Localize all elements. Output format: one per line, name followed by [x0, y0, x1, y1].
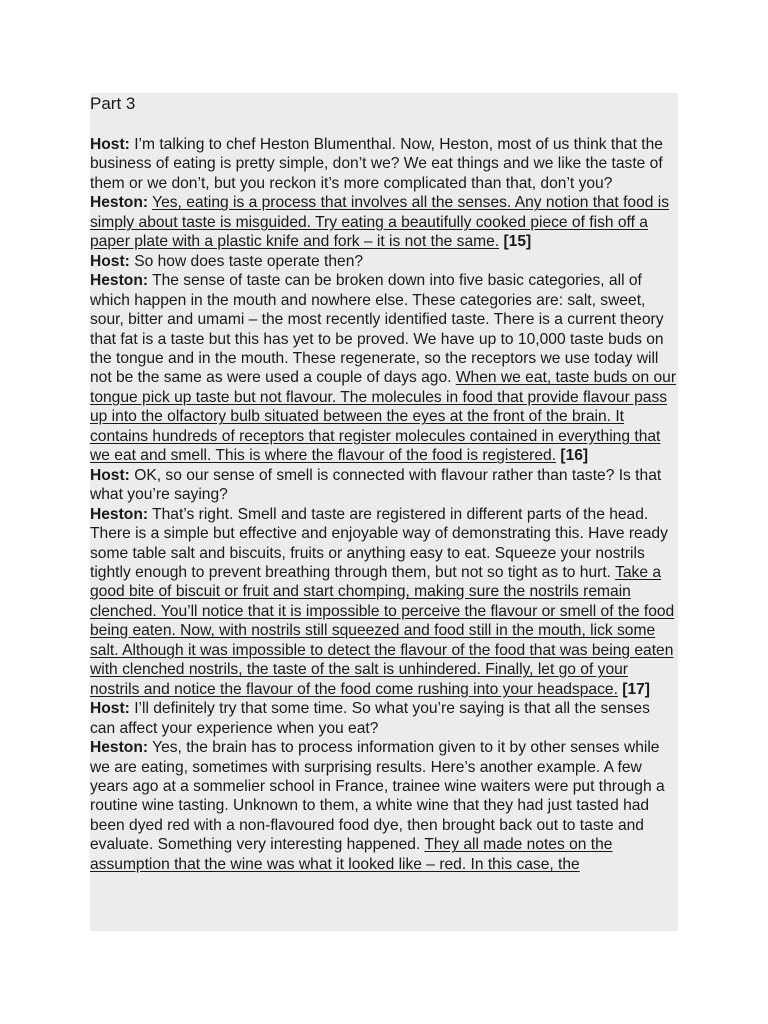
dialogue-turn: [90, 271, 678, 466]
dialogue-turn: [90, 193, 678, 251]
underlined-answer-text: Take a good bite of biscuit or fruit and start chomping, making sure the nostrils remain clenched. You’ll notice that it is impossible to perceive the flavour or smell of the food being eaten. Now, with nostrils still squeezed and food still in the mouth, lick some salt. Although it was impossible to detect the flavour of the food that was being eaten with clenched nostrils, the taste of the salt is unhindered. Finally, let go of your nostrils and notice the flavour of the food come rushing into your headspace.: [90, 563, 675, 698]
dialogue-turn: [90, 466, 678, 505]
section-heading: Part 3: [90, 94, 136, 113]
underlined-answer-text: They all made notes on the assumption that the wine was what it looked like – red. In this case, the: [90, 836, 613, 873]
speaker-label: Heston:: [90, 505, 149, 523]
speech-text: That’s right. Smell and taste are registered in different parts of the head. There is a simple but effective and enjoyable way of demonstrating this. Have ready some table salt and biscuits, fruits or anything easy to eat. Squeeze your nostrils tightly enough to prevent breathing through them, but not so tight as to hurt.: [90, 505, 668, 581]
answer-number: [16]: [560, 447, 589, 465]
dialogue-turn: [90, 135, 678, 193]
speaker-label: Heston:: [90, 739, 149, 757]
dialogue-turn: [90, 699, 678, 738]
speaker-label: Host:: [90, 252, 130, 270]
underlined-answer-text: Yes, eating is a process that involves all the senses. Any notion that food is simply about taste is misguided. Try eating a beautifully cooked piece of fish off a paper plate with a plastic knife and fork – it is not the same.: [90, 194, 670, 251]
speech-text: OK, so our sense of smell is connected with flavour rather than taste? Is that what you’re saying?: [90, 466, 662, 504]
transcript: [90, 135, 678, 874]
dialogue-turn: [90, 505, 678, 700]
speaker-label: Host:: [90, 700, 130, 718]
speech-text: Yes, the brain has to process information given to it by other senses while we are eating, sometimes with surprising results. Here’s another example. A few years ago at a sommelier school in France, trainee wine waiters were put through a routine wine tasting. Unknown to them, a white wine that they had just tasted had been dyed red with a non-flavoured food dye, then brought back out to taste and evaluate. Something very interesting happened.: [90, 739, 665, 854]
underlined-answer-text: When we eat, taste buds on our tongue pick up taste but not flavour. The molecules in food that provide flavour pass up into the olfactory bulb situated between the eyes at the front of the brain. It contains hundreds of receptors that register molecules contained in everything that we eat and smell. This is where the flavour of the food is registered.: [90, 369, 677, 465]
speaker-label: Heston:: [90, 272, 149, 290]
dialogue-turn: [90, 738, 678, 874]
speaker-label: Host:: [90, 466, 130, 484]
answer-number: [17]: [622, 680, 650, 698]
speaker-label: Host:: [90, 136, 130, 153]
speech-text: So how does taste operate then?: [134, 252, 364, 270]
answer-number: [15]: [503, 233, 532, 251]
speaker-label: Heston:: [90, 194, 149, 212]
speech-text: I’ll definitely try that some time. So what you’re saying is that all the senses can affect your experience when you eat?: [90, 700, 650, 737]
speech-text: I’m talking to chef Heston Blumenthal. Now, Heston, most of us think that the business of eating is pretty simple, don’t we? We eat things and we like the taste of them or we don’t, but you reckon it’s more complicated than that, don’t you?: [90, 136, 663, 192]
speech-text: The sense of taste can be broken down into five basic categories, all of which happen in the mouth and nowhere else. These categories are: salt, sweet, sour, bitter and umami – the most recently identified taste. There is a current theory that fat is a taste but this has yet to be proved. We have up to 10,000 taste buds on the tongue and in the mouth. These regenerate, so the receptors we use today will not be the same as were used a couple of days ago.: [90, 272, 664, 387]
dialogue-turn: [90, 252, 678, 271]
document-page: [90, 93, 678, 931]
